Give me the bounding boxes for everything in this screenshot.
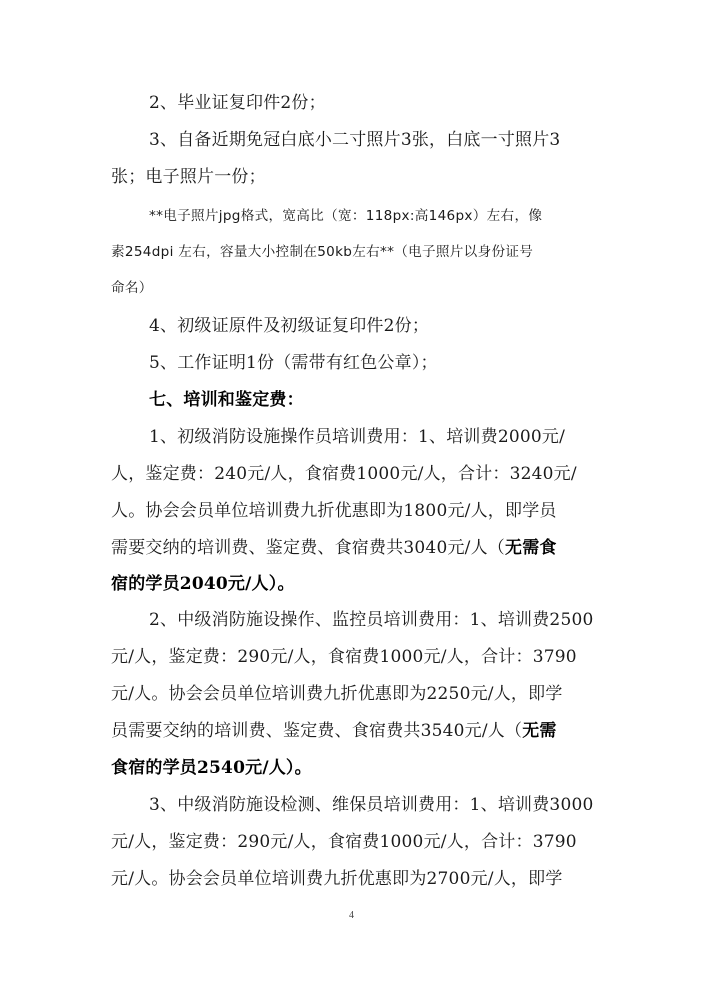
fee-item-junior-cont: [111, 540, 557, 557]
fee-item-intermediate-inspector: 3、中级消防施设检测、维保员培训费用：1、培训费3000: [149, 795, 594, 815]
fee-item-intermediate-operator-end: [111, 760, 312, 777]
fee-item-junior-cont: 人。协会会员单位培训费九折优惠即为1800元/人，即学员: [111, 501, 557, 521]
section-heading-fees: 七、培训和鉴定费：: [149, 390, 304, 410]
fee-item-intermediate-operator-no-board: 无需: [522, 721, 557, 741]
fee-item-intermediate-operator-no-board-total: 食宿的学员2540元/人）: [111, 758, 295, 778]
fee-item-intermediate-inspector-cont: 元/人，鉴定费：290元/人，食宿费1000元/人，合计：3790: [111, 832, 577, 852]
fee-item-intermediate-inspector-cont: 元/人。协会会员单位培训费九折优惠即为2700元/人，即学: [111, 869, 563, 889]
list-item-diploma-copy: 2、毕业证复印件2份；: [149, 93, 326, 113]
list-item-photos-cont: 张；电子照片一份；: [111, 167, 266, 187]
list-item-certificate: 4、初级证原件及初级证复印件2份；: [149, 316, 430, 336]
fee-item-intermediate-operator-cont: 元/人。协会会员单位培训费九折优惠即为2250元/人，即学: [111, 684, 563, 704]
fee-item-junior-cont: 人，鉴定费：240元/人，食宿费1000元/人，合计：3240元/: [111, 464, 577, 484]
fee-item-junior-no-board: 无需食: [505, 538, 557, 558]
fee-item-junior-no-board-total: 宿的学员2040元/人）: [111, 574, 278, 594]
photo-spec-note-end: 命名）: [111, 280, 153, 296]
fee-item-intermediate-operator-cont: [111, 723, 557, 740]
list-item-photos: 3、自备近期免冠白底小二寸照片3张，白底一寸照片3: [149, 130, 561, 150]
page-number: 4: [349, 910, 354, 921]
photo-spec-note: **电子照片jpg格式，宽高比（宽：118px:高146px）左右，像: [149, 208, 543, 224]
fee-item-intermediate-operator: 2、中级消防施设操作、监控员培训费用：1、培训费2500: [149, 610, 594, 630]
photo-spec-note-cont: 素254dpi 左右，容量大小控制在50kb左右**（电子照片以身份证号: [111, 244, 534, 260]
fee-item-junior-end: [111, 576, 295, 593]
fee-item-intermediate-operator-text: 员需要交纳的培训费、鉴定费、食宿费共3540元/人（: [111, 721, 523, 741]
fee-item-junior: 1、初级消防设施操作员培训费用：1、培训费2000元/: [149, 427, 566, 447]
fee-item-intermediate-operator-cont: 元/人，鉴定费：290元/人，食宿费1000元/人，合计：3790: [111, 647, 577, 667]
fee-item-intermediate-operator-period: 。: [294, 758, 312, 778]
fee-item-junior-period: 。: [277, 574, 295, 594]
list-item-work-proof: 5、工作证明1份（需带有红色公章）；: [149, 353, 438, 373]
fee-item-junior-text: 需要交纳的培训费、鉴定费、食宿费共3040元/人（: [111, 538, 505, 558]
